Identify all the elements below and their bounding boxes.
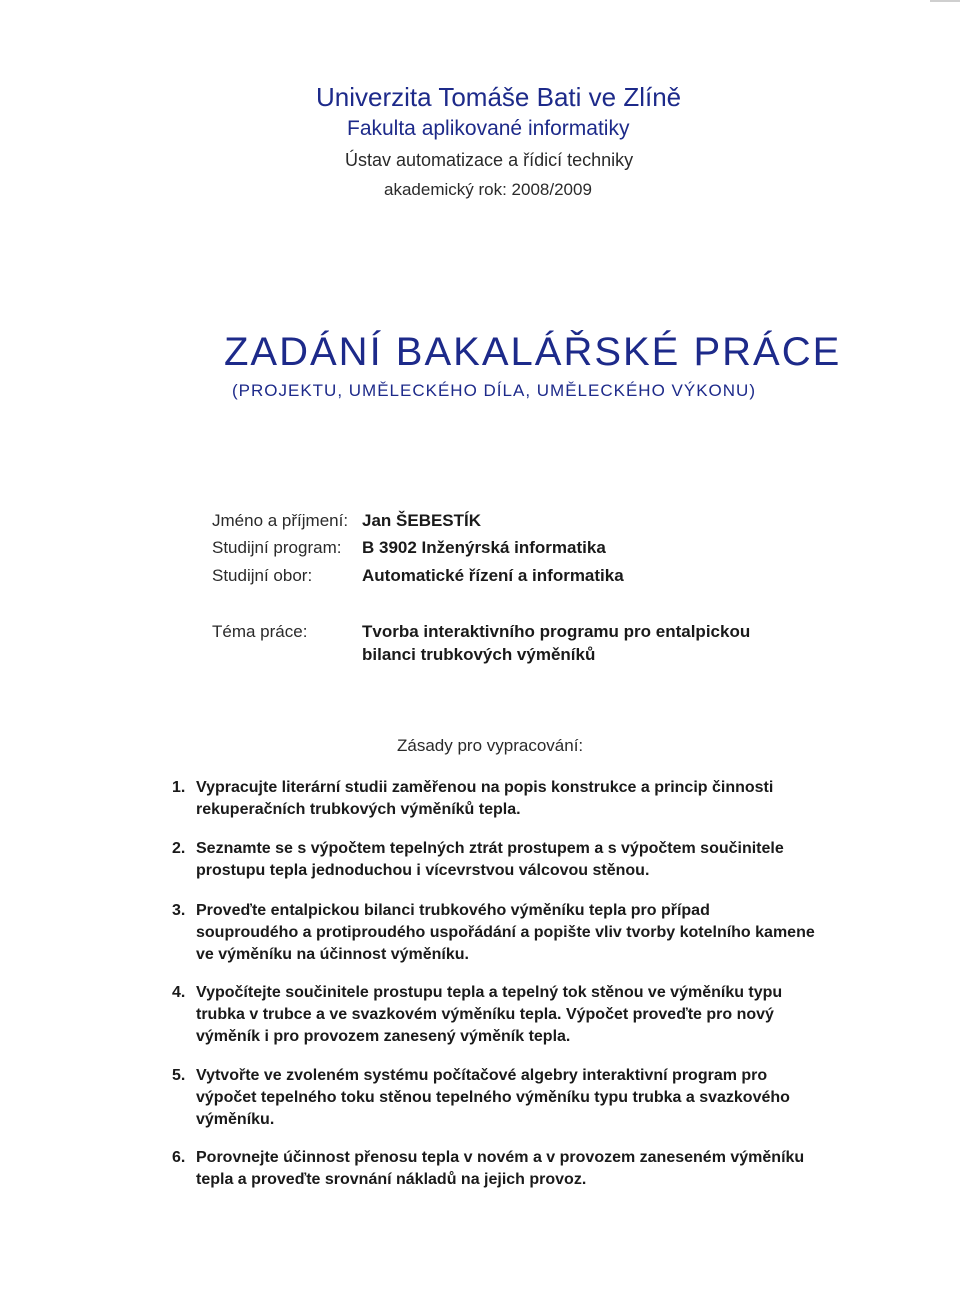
rule-number: 1. [172, 779, 186, 796]
topic-value-line1: Tvorba interaktivního programu pro entalpickou [362, 622, 751, 641]
scan-edge-mark [930, 0, 960, 2]
rule-text: Seznamte se s výpočtem tepelných ztrát prostupem a s výpočtem součinitele prostupu tepla jednoduchou i vícevrstvou válcovou stěnou. [196, 840, 784, 879]
university-name: Univerzita Tomáše Bati ve Zlíně [316, 82, 682, 112]
rule-number: 6. [172, 1149, 186, 1166]
name-label: Jméno a příjmení: [212, 511, 349, 530]
rule-text: Porovnejte účinnost přenosu tepla v novém a v provozem zaneseném výměníku tepla a proveďte srovnání nákladů na jejich provoz. [196, 1149, 805, 1188]
faculty-name: Fakulta aplikované informatiky [347, 117, 630, 140]
rule-text: Vypočítejte součinitele prostupu tepla a tepelný tok stěnou ve výměníku typu trubka v trubce a ve svazkovém výměníku tepla. Výpočet proveďte pro nový výměník i pro provozem zanesený výměník tepla. [196, 984, 783, 1045]
rule-number: 4. [172, 984, 186, 1001]
rule-text: Proveďte entalpickou bilanci trubkového výměníku tepla pro případ souproudého a protiproudého uspořádání a popište vliv tvorby kotelního kamene ve výměníku na účinnost výměníku. [196, 902, 815, 963]
rule-text: Vypracujte literární studii zaměřenou na popis konstrukce a princip činnosti rekuperačních trubkových výměníků tepla. [196, 779, 774, 818]
field-value: Automatické řízení a informatika [362, 566, 624, 585]
program-label: Studijní program: [212, 538, 342, 557]
document-subtitle: (PROJEKTU, UMĚLECKÉHO DÍLA, UMĚLECKÉHO VÝKONU) [232, 381, 756, 400]
document-title: ZADÁNÍ BAKALÁŘSKÉ PRÁCE [224, 330, 842, 374]
rule-number: 5. [172, 1067, 186, 1084]
rules-heading: Zásady pro vypracování: [397, 736, 584, 755]
institute-name: Ústav automatizace a řídicí techniky [345, 150, 634, 170]
topic-label: Téma práce: [212, 622, 308, 641]
field-label: Studijní obor: [212, 566, 313, 585]
topic-value-line2: bilanci trubkových výměníků [362, 645, 596, 664]
rule-number: 3. [172, 902, 186, 919]
program-value: B 3902 Inženýrská informatika [362, 538, 606, 557]
rule-number: 2. [172, 840, 186, 857]
academic-year: akademický rok: 2008/2009 [384, 180, 592, 199]
rule-text: Vytvořte ve zvoleném systému počítačové algebry interaktivní program pro výpočet tepelného toku stěnou tepelného výměníku typu trubka a svazkového výměníku. [196, 1067, 790, 1128]
name-value: Jan ŠEBESTÍK [362, 511, 482, 530]
